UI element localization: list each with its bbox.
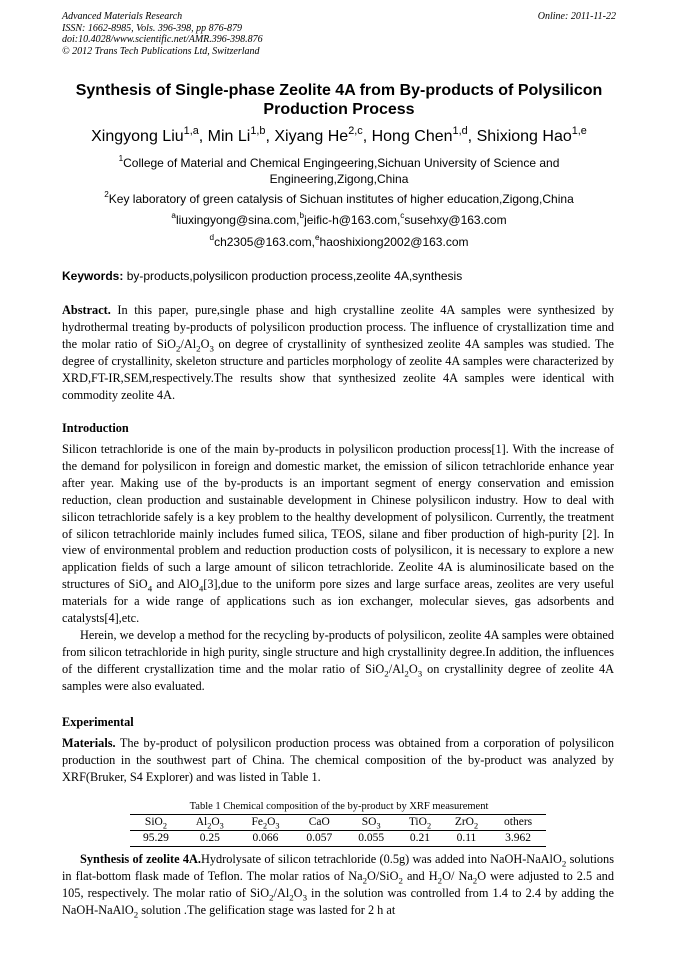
table-cell: 0.25 xyxy=(182,831,238,847)
table-header-cell: $SO_3$ xyxy=(345,815,397,831)
issn-line: ISSN: 1662-8985, Vols. 396-398, pp 876-879 xyxy=(62,22,242,34)
author-name: Hong Chen xyxy=(371,128,453,145)
table-header-cell: ZrO$_2$ xyxy=(443,815,490,831)
affiliation-sup: 2 xyxy=(104,190,109,200)
table-header-cell: $Al_2O_3$ xyxy=(182,815,238,831)
author-list: Xingyong Liu$^{1,a}$, Min Li$^{1,b}$, Xiyang He$^{2,c}$, Hong Chen$^{1,d}$, Shixiong Hao$^{1,e}$ xyxy=(91,124,587,145)
copyright-line: © 2012 Trans Tech Publications Ltd, Switzerland xyxy=(62,45,260,57)
author-sup: 1,d xyxy=(452,124,468,137)
author-sup: 1,b xyxy=(250,124,266,137)
email-sup: c xyxy=(400,211,405,221)
experimental-heading: Experimental xyxy=(62,715,134,729)
email-link[interactable]: susehxy@163.com xyxy=(404,213,507,227)
table-header-cell: $Fe_2O_3$ xyxy=(238,815,294,831)
affiliation-2 xyxy=(62,191,616,207)
email-line-1 xyxy=(62,212,616,228)
online-date: Online: 2011-11-22 xyxy=(537,11,616,22)
table-1-caption: Table 1 Chemical composition of the by-product by XRF measurement xyxy=(189,801,489,812)
table-1 xyxy=(130,814,546,847)
table-cell: 95.29 xyxy=(130,831,182,847)
affiliation-text: Key laboratory of green catalysis of Sichuan institutes of higher education,Zigong,China xyxy=(108,192,574,206)
email-sup: a xyxy=(171,211,176,221)
email-sup: d xyxy=(209,233,215,243)
email-link[interactable]: haoshixiong2002@163.com xyxy=(319,235,469,249)
table-cell: 3.962 xyxy=(490,831,546,847)
author-name: Xingyong Liu xyxy=(91,128,184,145)
author-name: Shixiong Hao xyxy=(476,128,572,145)
table-header-cell: others xyxy=(490,815,546,831)
abstract: Abstract. In this paper, pure,single phase and high crystalline zeolite 4A samples were synthesized by hydrothermal treating by-products of polysilicon production process. The influence of crystallization time and the molar ratio of $SiO_2/Al_2O_3$ on degree of crystallinity of synthesized zeolite 4A samples was studied. The degree of crystallinity, skeleton structure and particles morphology of zeolite 4A samples were characterized by XRD,FT-IR,SEM,respectively.The results show that synthesized zeolite 4A samples were identical with commodity zeolite 4A. xyxy=(62,303,615,402)
table-header-cell: CaO xyxy=(293,815,345,831)
paper-title: Synthesis of Single-phase Zeolite 4A from By-products of Polysilicon Production Process xyxy=(75,82,603,118)
synthesis-label: Synthesis of zeolite 4A. xyxy=(80,852,201,866)
keywords-label: Keywords: xyxy=(62,269,124,283)
email-sup: e xyxy=(314,233,320,243)
table-cell: 0.066 xyxy=(238,831,294,847)
affiliation-1 xyxy=(100,155,578,187)
author-sup: 2,c xyxy=(348,124,363,137)
email-link[interactable]: ch2305@163.com, xyxy=(214,235,315,249)
affiliation-text: College of Material and Chemical Engingeering,Sichuan University of Science and Engineering,Zigong,China xyxy=(123,156,560,186)
author-name: Xiyang He xyxy=(274,128,349,145)
materials-label: Materials. xyxy=(62,736,116,750)
table-header-row xyxy=(130,815,546,831)
keywords xyxy=(62,268,616,284)
journal-header xyxy=(62,11,616,57)
table-cell: 0.055 xyxy=(345,831,397,847)
keywords-text: by-products,polysilicon production process,zeolite 4A,synthesis xyxy=(126,269,463,283)
materials-paragraph: Materials. The by-product of polysilicon production process was obtained from a corporation of polysilicon production in the southwest part of China. The chemical composition of the by-product was analyzed by XRF(Bruker, S4 Explorer) and was listed in Table 1. xyxy=(62,736,614,784)
introduction-heading: Introduction xyxy=(62,421,129,435)
doi-line: doi:10.4028/www.scientific.net/AMR.396-398.876 xyxy=(62,34,263,46)
synthesis-paragraph: Synthesis of zeolite 4A.Hydrolysate of silicon tetrachloride (0.5g) was added into NaOH-NaAlO$_2$ solutions in flat-bottom flask made of Teflon. The molar ratios of $Na_2O/SiO_2$ and $H_2O/$ $Na_2O$ were adjusted to 2.5 and 105, respectively. The molar ratio of $SiO_2/Al_2O_3$ in the solution was controlled from 1.4 to 2.4 by adding the NaOH-NaAlO$_2$ solution .The gelification stage was lasted for 2 h at xyxy=(62,852,614,920)
table-cell: 0.11 xyxy=(443,831,490,847)
journal-name: Advanced Materials Research xyxy=(62,11,183,22)
affiliation-sup: 1 xyxy=(118,154,124,164)
table-row xyxy=(130,831,546,847)
author-sup: 1,a xyxy=(183,124,199,137)
table-header-cell: SiO$_2$ xyxy=(130,815,182,831)
introduction-paragraph-2: Herein, we develop a method for the recycling by-products of polysilicon, zeolite 4A samples were obtained from silicon tetrachloride in high purity, single structure and high crystallinity degree.In addition, the influences of the different crystallization time and the molar ratio of $SiO_2/Al_2O_3$ on crystallinity degree of zeolite 4A samples were also evaluated. xyxy=(62,628,614,693)
author-name: Min Li xyxy=(207,128,251,145)
email-link[interactable]: liuxingyong@sina.com, xyxy=(175,213,300,227)
email-link[interactable]: jeific-h@163.com, xyxy=(304,213,401,227)
table-header-cell: TiO$_2$ xyxy=(397,815,443,831)
table-cell: 0.21 xyxy=(397,831,443,847)
author-sup: 1,e xyxy=(571,124,587,137)
email-sup: b xyxy=(299,211,305,221)
table-cell: 0.057 xyxy=(293,831,345,847)
introduction-paragraph-1: Silicon tetrachloride is one of the main by-products in polysilicon production process[1]. With the increase of the demand for polysilicon in foreign and domestic market, the emission of silicon tetrachloride enhance year after year. Making use of the by-products is an important segment of energy conservation and emission reduction, clean production and sustainable development in Chinese polysilicon industry. How to deal with silicon tetrachloride safely is a key problem to the healthy development of polysilicon. Currently, the treatment of silicon tetrachloride mainly includes fumed silica, TEOS, silane and fiber production of high-purity [2]. In view of environmental problem and reduction production costs of polysilicon, it is necessary to explore a new application fields of such a large amount of silicon tetrachloride. Zeolite 4A is aluminosilicate based on the structures of SiO$_4$ and AlO$_4$[3],due to the uniform pore sizes and large surface areas, zeolites are very useful materials for a wide range of applications such as ion exchanger, molecular sieves, gas adsorbents and catalysts[4],etc. xyxy=(62,442,614,626)
abstract-label: Abstract. xyxy=(62,303,111,317)
email-line-2 xyxy=(62,234,616,250)
